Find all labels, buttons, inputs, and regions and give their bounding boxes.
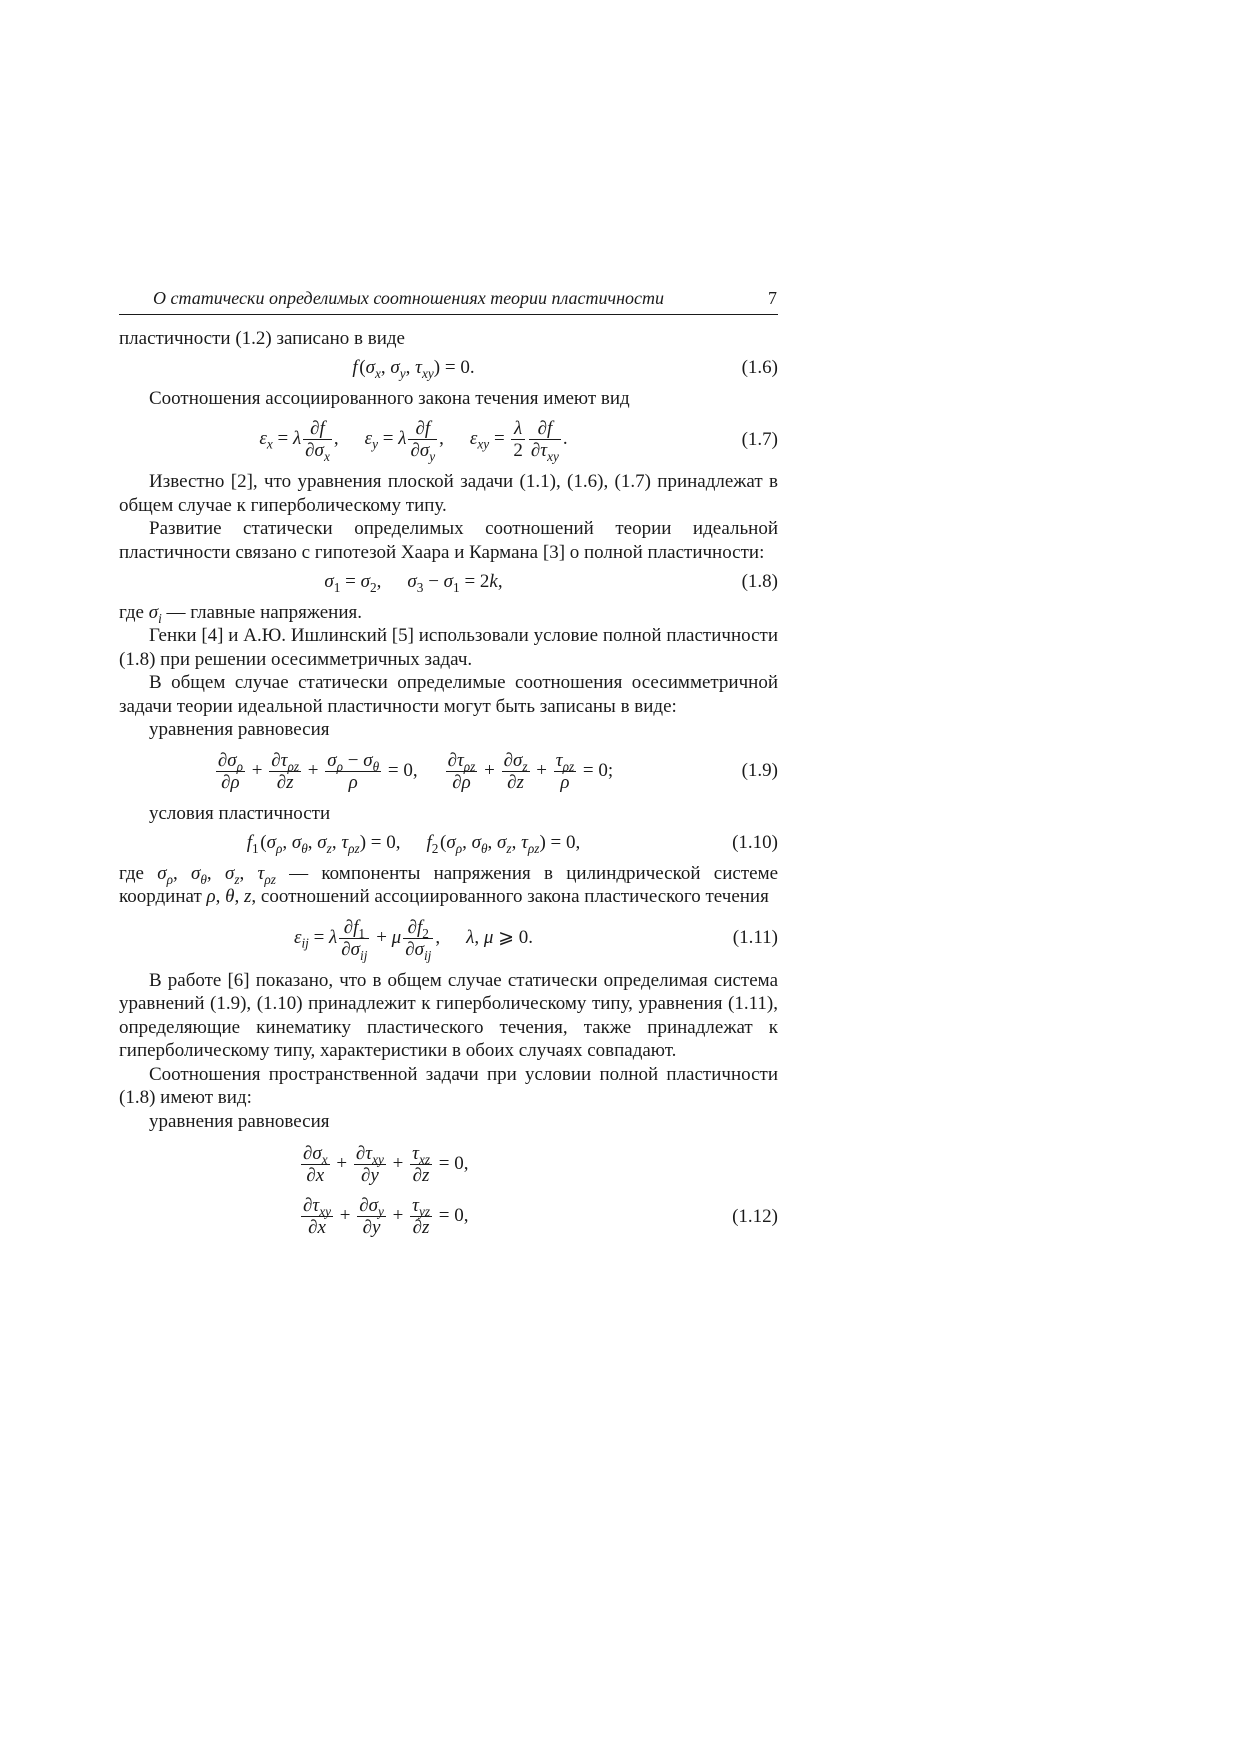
paragraph: условия пластичности [149, 802, 331, 824]
equation-number: (1.6) [741, 357, 778, 378]
equation-number: (1.10) [732, 832, 778, 853]
equation-number: (1.8) [741, 571, 778, 592]
formula: $\varepsilon_{ij} = \lambda$ $\frac{\partial f_1}{\partial\sigma_{ij}}$ + μ $\frac{\partial f_2}{\partial\sigma_{ij}}$ , λ, μ ⩾ 0. [293, 916, 534, 963]
paragraph: Соотношения ассоциированного закона течения имеют вид [149, 387, 630, 409]
equation-1-7 [119, 418, 778, 464]
paragraph: где $\sigma_\rho$, $\sigma_\theta$, $\sigma_z$, $\tau_{\rho z}$ — компоненты напряжения в цилиндрической системе координат ρ, θ, z, соотношений ассоциированного закона пластического течения [119, 862, 779, 907]
paragraph: где $\sigma_i$ — главные напряжения. [119, 601, 363, 626]
equation-row [119, 1195, 778, 1238]
formula: $\varepsilon_x = \lambda$ $\frac{\partial f}{\partial\sigma_x}$ , $\varepsilon_y = \lambda$ $\frac{\partial f}{\partial\sigma_y}$ , $\varepsilon_{xy}$ = $\frac{\lambda}{2}$ $\frac{\partial f}{\partial\tau_{xy}}$ . [259, 418, 568, 464]
paragraph: пластичности (1.2) записано в виде [119, 327, 405, 349]
paragraph: В общем случае статически определимые соотношения осесимметричной задачи теории идеальной пластичности могут быть записаны в виде: [119, 672, 778, 717]
equation-number: (1.11) [732, 927, 778, 949]
paragraph: Генки [4] и А.Ю. Ишлинский [5] использовали условие полной пластичности (1.8) при решении осесимметричных задач. [119, 625, 778, 670]
equation-1-11 [119, 916, 778, 963]
formula: $\frac{\partial\sigma_x}{\partial x}$ + $\frac{\partial\tau_{xy}}{\partial y}$ + $\frac{\tau_{xz}}{\partial z}$ = 0, [303, 1143, 469, 1186]
paragraph-text: соотношений ассоциированного закона пластического течения [260, 886, 769, 907]
formula: $\frac{\partial\sigma_\rho}{\partial\rho}$ + $\frac{\partial\tau_{\rho z}}{\partial z}$ + $\frac{\sigma_\rho - \sigma_\theta}{\rho}$ = 0, $\frac{\partial\tau_{\rho z}}{\partial\rho}$ + $\frac{\partial\sigma_z}{\partial z}$ + $\frac{\tau_{\rho z}}{\rho}$ = 0; [217, 749, 614, 793]
equation-1-9 [119, 750, 778, 793]
paragraph: Соотношения пространственной задачи при условии полной пластичности (1.8) имеют вид: [119, 1063, 778, 1108]
paragraph: Развитие статически определимых соотношений теории идеальной пластичности связано с гипотезой Хаара и Кармана [3] о полной пластичности: [119, 518, 778, 563]
formula: f ($\sigma_x$, $\sigma_y$, $\tau_{xy}) = 0$. [352, 357, 475, 381]
paper-body [119, 287, 778, 1247]
equation-number: (1.12) [732, 1205, 778, 1227]
formula: $\sigma_1 = \sigma_2$, $\sigma_3 - \sigma_1 = 2k$, [324, 571, 503, 595]
formula: $\frac{\partial\tau_{xy}}{\partial x}$ + $\frac{\partial\sigma_y}{\partial y}$ + $\frac{\tau_{yz}}{\partial z}$ = 0, [303, 1195, 469, 1238]
paragraph-text: главные напряжения. [190, 601, 363, 623]
formula: $f_1$ ($\sigma_\rho$, $\sigma_\theta$, $\sigma_z$, $\tau_{\rho z}) = 0$, $f_2$ ($\sigma_\rho$, $\sigma_\theta$, $\sigma_z$, $\tau_{\rho z}) = 0$, [246, 832, 581, 856]
paragraph: Известно [2], что уравнения плоской задачи (1.1), (1.6), (1.7) принадлежат в общем случае к гиперболическому типу. [119, 471, 778, 516]
paragraph: уравнения равновесия [149, 1110, 330, 1132]
equation-1-8 [119, 570, 778, 594]
equation-1-6 [119, 356, 778, 380]
equation-row [119, 1143, 778, 1186]
paragraph-text: компоненты напряжения в цилиндрической системе координат [119, 862, 779, 907]
paragraph: уравнения равновесия [149, 719, 330, 740]
equation-1-10 [119, 831, 778, 855]
running-title: О статически определимых соотношениях теории пластичности [153, 288, 665, 308]
page-number: 7 [768, 288, 777, 308]
equation-number: (1.9) [741, 760, 778, 782]
equation-number: (1.7) [741, 428, 778, 450]
paragraph: В работе [6] показано, что в общем случае статически определимая система уравнений (1.9), (1.10) принадлежит к гиперболическому типу, уравнения (1.11), определяющие кинематику пластического течения, также принадлежат к гиперболическому типу, характеристики в обоих случаях совпадают. [119, 969, 778, 1061]
running-header [119, 287, 778, 315]
equation-system-1-12 [119, 1143, 778, 1238]
